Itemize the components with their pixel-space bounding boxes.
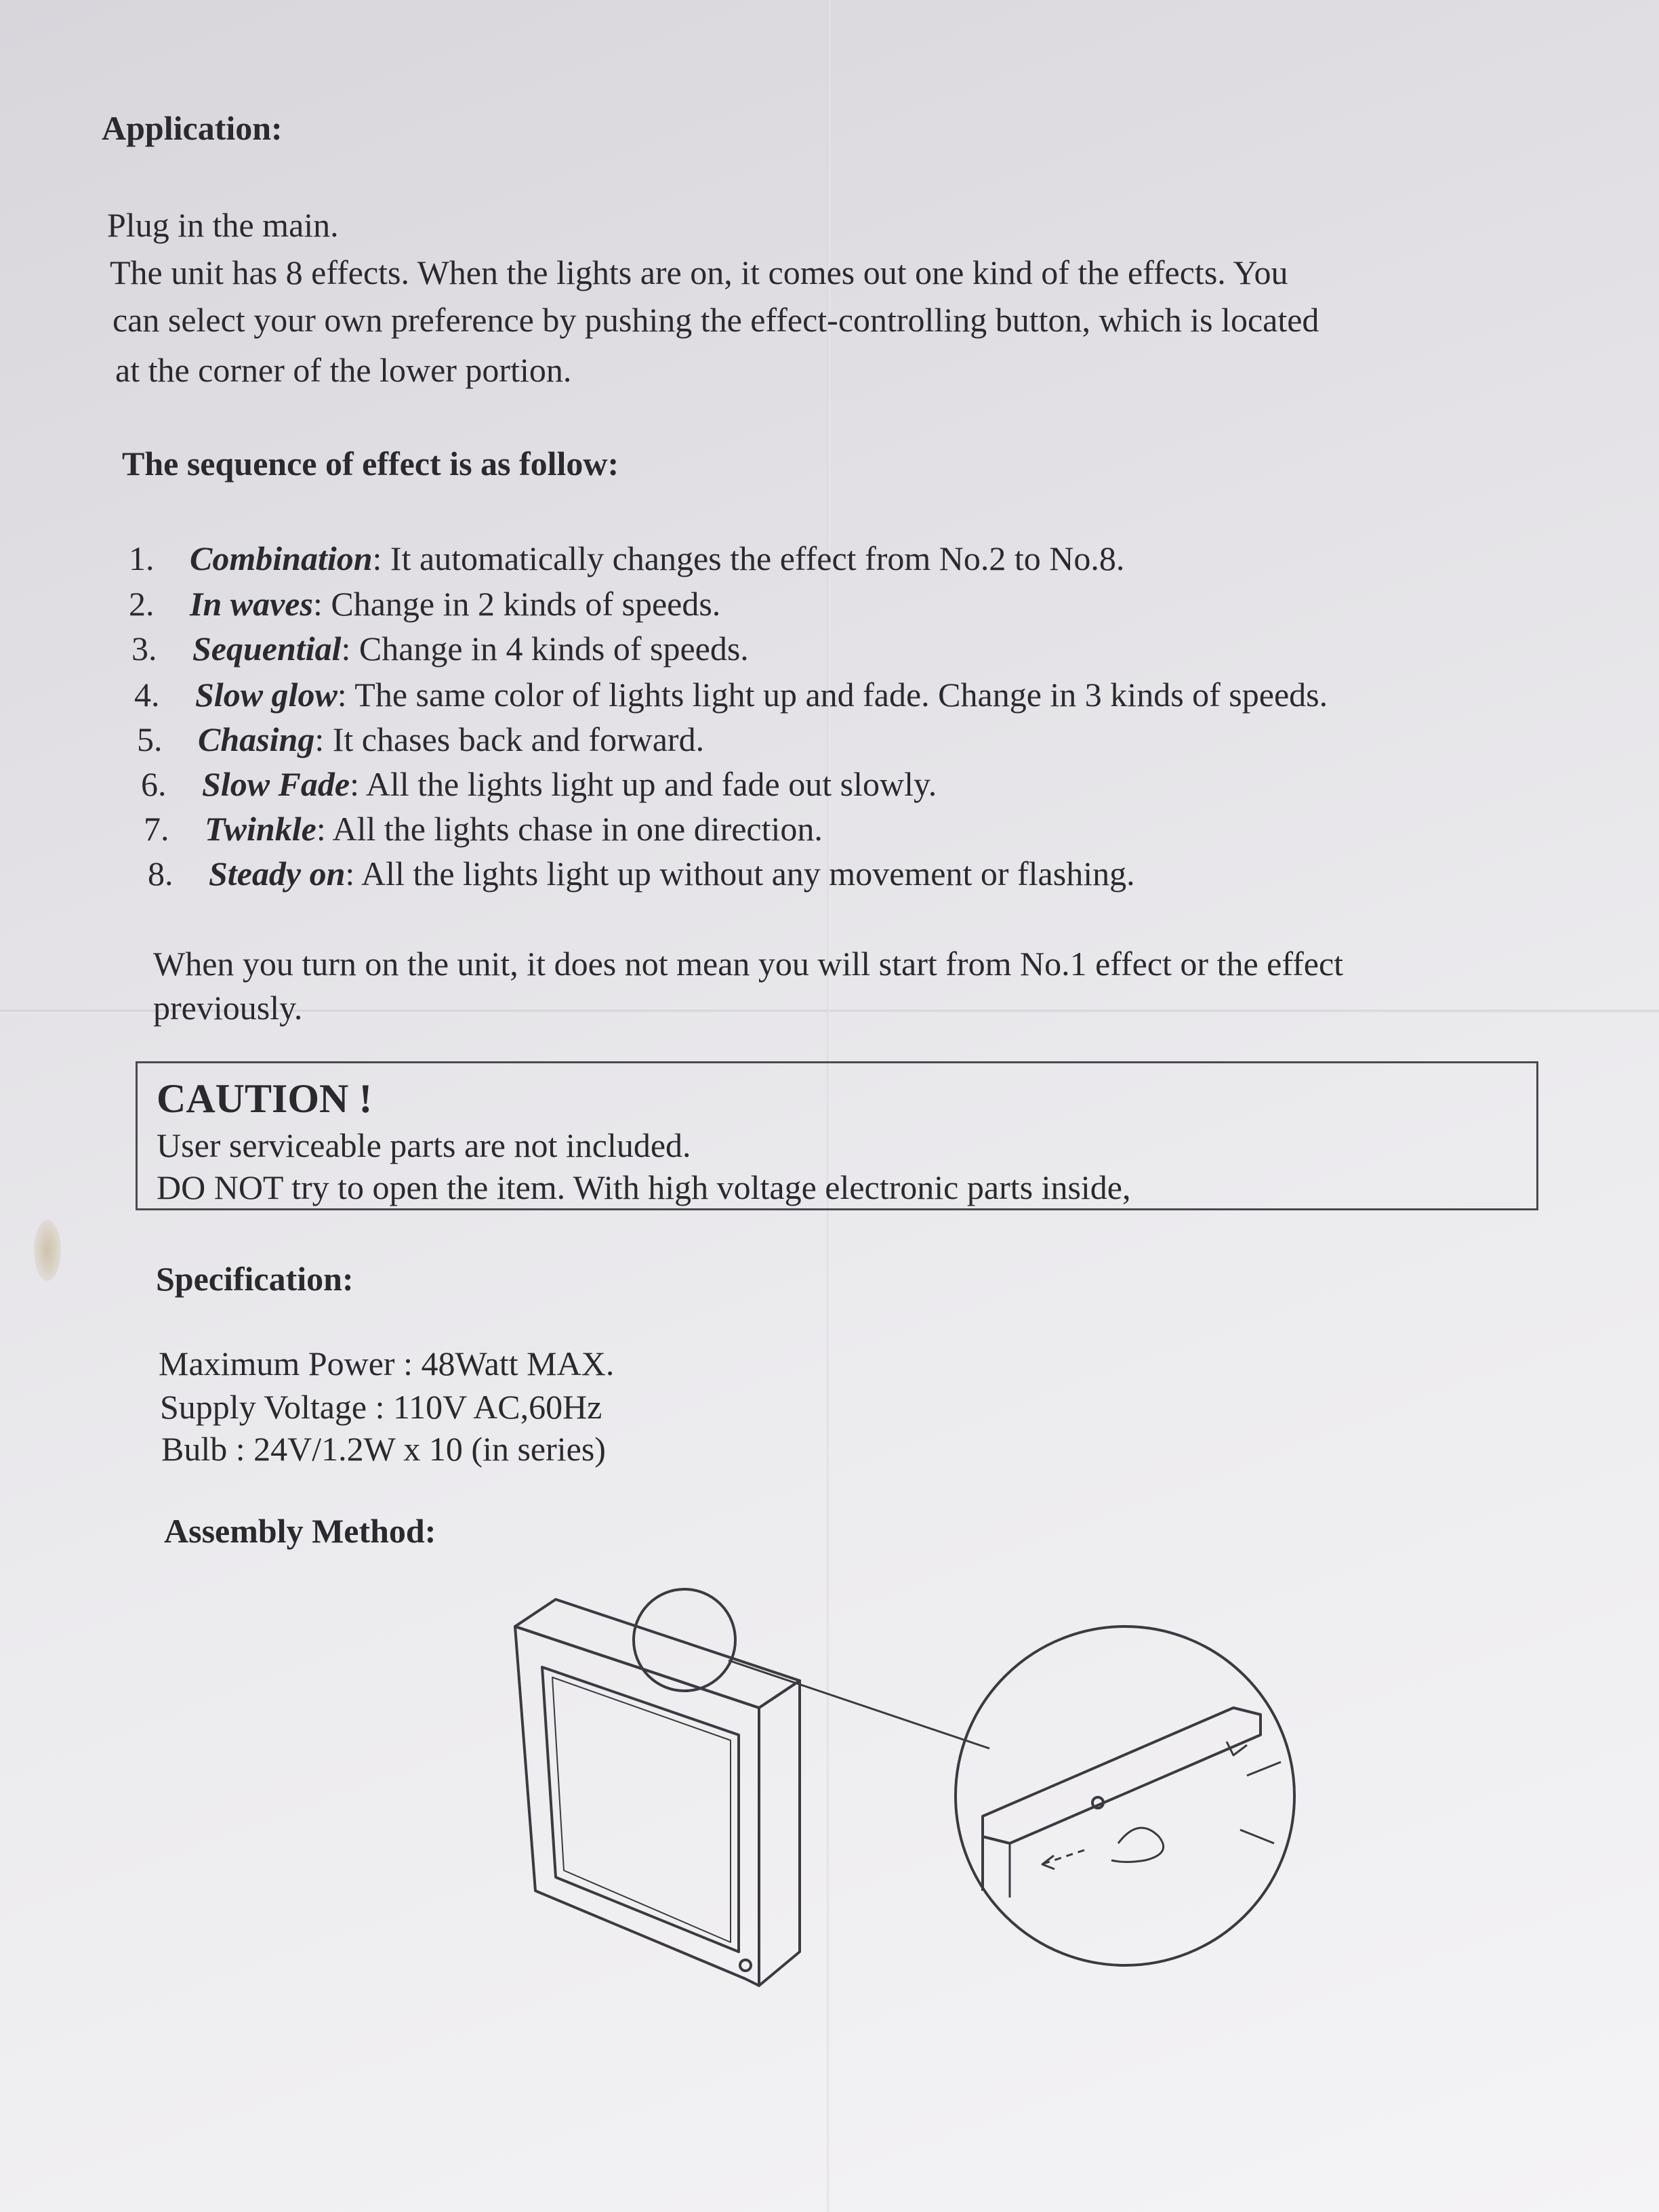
detail-arrow-left [1044, 1850, 1084, 1864]
effect-name: Slow glow [195, 676, 337, 714]
application-line-1: Plug in the main. [107, 206, 339, 244]
application-heading: Application: [102, 109, 283, 147]
detail-hook [1111, 1828, 1164, 1862]
effect-description: : It automatically changes the effect from No.2 to No.8. [372, 539, 1125, 577]
effect-name: Steady on [209, 855, 346, 893]
effect-description: : All the lights light up without any movement or flashing. [345, 855, 1135, 893]
effect-name: Twinkle [205, 810, 316, 848]
callout-connector-line [729, 1660, 989, 1748]
caution-title: CAUTION ! [157, 1076, 373, 1121]
effect-name: Slow Fade [202, 765, 350, 803]
effect-number: 3. [131, 630, 157, 668]
frame-top-edge [515, 1599, 800, 1708]
effect-number: 1. [129, 539, 155, 577]
effect-description: : It chases back and forward. [314, 720, 705, 758]
effect-name: In waves [190, 585, 313, 623]
effect-description: : The same color of lights light up and fade. Change in 3 kinds of speeds. [337, 676, 1328, 714]
effect-number: 7. [144, 810, 169, 848]
detail-callout-circle [634, 1589, 735, 1691]
frame-knob [740, 1960, 751, 1971]
specification-heading: Specification: [156, 1260, 354, 1298]
effect-name: Sequential [192, 630, 342, 668]
spec-supply-voltage: Supply Voltage : 110V AC,60Hz [160, 1388, 602, 1426]
caution-line-1: User serviceable parts are not included. [157, 1126, 691, 1164]
effect-number: 4. [134, 676, 160, 714]
effect-name: Combination [190, 539, 373, 577]
detail-arrow-lower [1240, 1830, 1274, 1843]
application-line-3: can select your own preference by pushing the effect-controlling button, which is located [112, 301, 1319, 339]
frame-side-edge [759, 1681, 800, 1986]
assembly-heading: Assembly Method: [164, 1512, 436, 1550]
effect-name: Chasing [198, 720, 315, 758]
effect-description: : Change in 2 kinds of speeds. [312, 585, 721, 623]
detail-arrow-right [1247, 1762, 1281, 1776]
effect-description: : Change in 4 kinds of speeds. [341, 630, 749, 668]
effect-description: : All the lights chase in one direction. [316, 810, 823, 848]
effect-number: 2. [129, 585, 155, 623]
application-line-4: at the corner of the lower portion. [115, 351, 572, 389]
effect-number: 8. [148, 855, 173, 893]
effect-number: 5. [137, 720, 163, 758]
startup-note-line-1: When you turn on the unit, it does not mean you will start from No.1 effect or the effect [153, 945, 1344, 983]
frame-inner-border [552, 1677, 731, 1942]
application-line-2: The unit has 8 effects. When the lights are on, it comes out one kind of the effects. You [110, 253, 1288, 291]
spec-max-power: Maximum Power : 48Watt MAX. [159, 1345, 615, 1382]
spec-bulb: Bulb : 24V/1.2W x 10 (in series) [161, 1430, 606, 1468]
detail-zoom-circle [956, 1626, 1294, 1965]
startup-note-line-2: previously. [153, 989, 303, 1027]
caution-line-2: DO NOT try to open the item. With high voltage electronic parts inside, [157, 1168, 1131, 1206]
effect-number: 6. [141, 765, 167, 803]
effect-description: : All the lights light up and fade out slowly. [350, 765, 937, 803]
sequence-heading: The sequence of effect is as follow: [122, 445, 619, 483]
frame-inner-panel [542, 1667, 739, 1952]
detail-frame-edge [983, 1708, 1261, 1843]
